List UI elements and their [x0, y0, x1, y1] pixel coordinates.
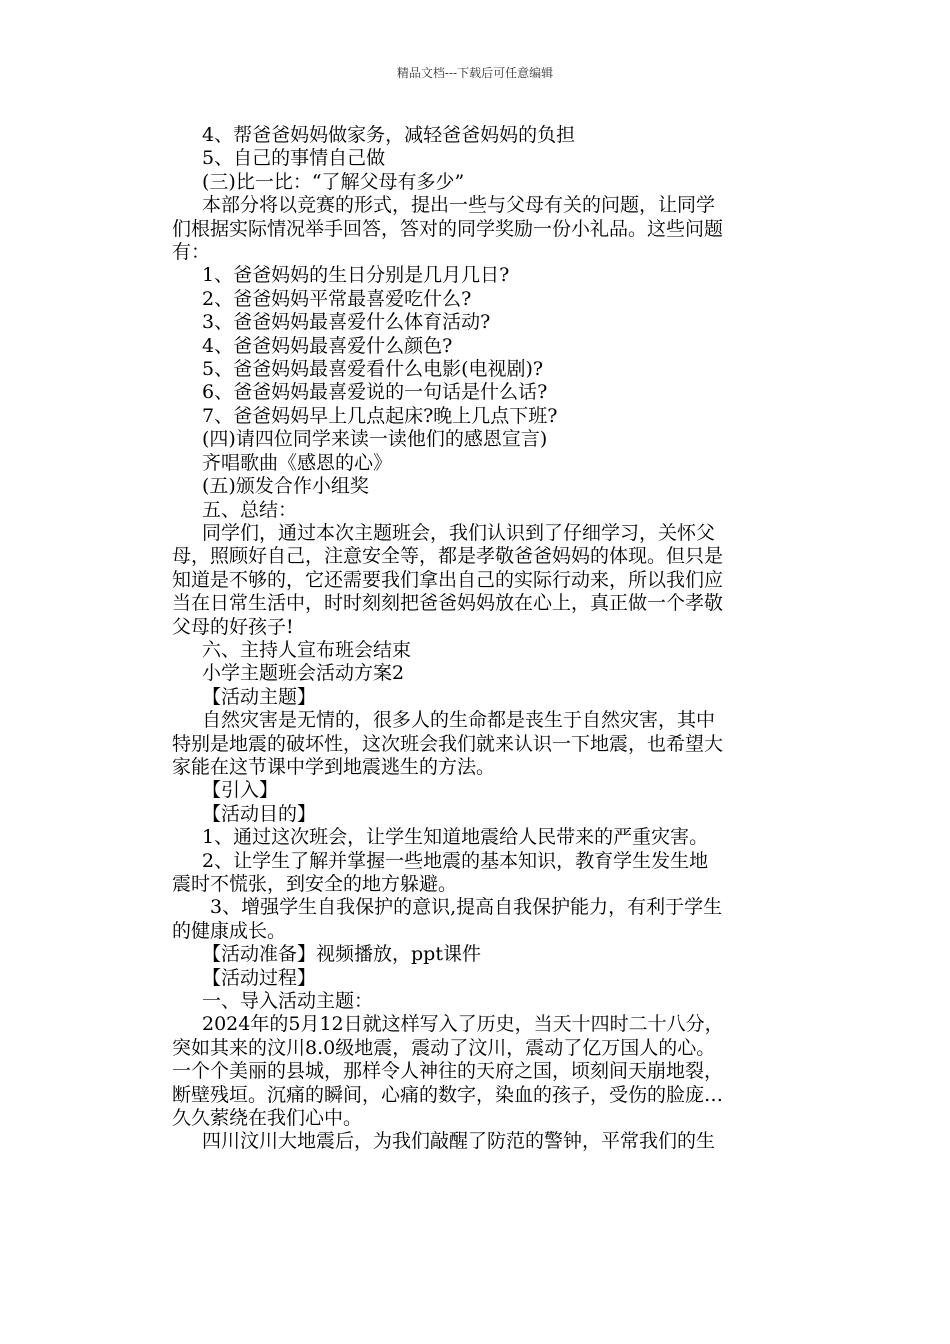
text-line: 的健康成长。 [172, 919, 287, 942]
text-line: 六、主持人宣布班会结束 [202, 638, 412, 661]
text-line: 小学主题班会活动方案2 [202, 662, 405, 685]
text-line: 1、爸爸妈妈的生日分别是几月几日? [202, 264, 510, 287]
text-line: 2024年的5月12日就这样写入了历史，当天十四时二十八分， [202, 1013, 724, 1036]
text-line: 们根据实际情况举手回答，答对的同学奖励一份小礼品。这些问题 [172, 217, 724, 240]
text-line: 同学们，通过本次主题班会，我们认识到了仔细学习，关怀父 [202, 521, 716, 544]
text-line: 5、自己的事情自己做 [202, 147, 386, 170]
text-line: 6、爸爸妈妈最喜爱说的一句话是什么话? [202, 381, 548, 404]
document-body [172, 124, 812, 1154]
text-line: 本部分将以竞赛的形式，提出一些与父母有关的问题，让同学 [202, 194, 716, 217]
text-line: 7、爸爸妈妈早上几点起床?晚上几点下班? [202, 404, 558, 427]
text-line: 【活动准备】视频播放，ppt课件 [202, 943, 481, 966]
text-line: (四)请四位同学来读一读他们的感恩宣言) [202, 428, 548, 451]
text-line: 自然灾害是无情的，很多人的生命都是丧生于自然灾害，其中 [202, 709, 716, 732]
text-line: 断壁残垣。沉痛的瞬间，心痛的数字，染血的孩子，受伤的脸庞… [172, 1083, 724, 1106]
text-line: 一、导入活动主题： [202, 990, 374, 1013]
text-line: (五)颁发合作小组奖 [202, 475, 369, 498]
text-line: 知道是不够的，它还需要我们拿出自己的实际行动来，所以我们应 [172, 568, 724, 591]
text-line: 五、总结： [202, 498, 298, 521]
text-line: 齐唱歌曲《感恩的心》 [202, 451, 393, 474]
text-line: 【活动目的】 [202, 802, 317, 825]
text-line: 母，照顾好自己，注意安全等，都是孝敬爸爸妈妈的体现。但只是 [172, 545, 724, 568]
text-line: (三)比一比：“了解父母有多少” [202, 170, 465, 193]
text-line: 3、增强学生自我保护的意识,提高自我保护能力，有利于学生 [210, 896, 723, 919]
text-line: 一个个美丽的县城，那样令人神往的天府之国，顷刻间天崩地裂， [172, 1060, 724, 1083]
page-header: 精品文档---下载后可任意编辑 [396, 66, 554, 80]
text-line: 震时不慌张，到安全的地方躲避。 [172, 873, 458, 895]
text-line: 父母的好孩子! [172, 615, 294, 638]
text-line: 1、通过这次班会，让学生知道地震给人民带来的严重灾害。 [202, 826, 709, 849]
text-line: 突如其来的汶川8.0级地震，震动了汶川，震动了亿万国人的心。 [172, 1036, 716, 1059]
text-line: 5、爸爸妈妈最喜爱看什么电影(电视剧)? [202, 358, 544, 381]
text-line: 4、爸爸妈妈最喜爱什么颜色? [202, 334, 453, 357]
text-line: 久久萦绕在我们心中。 [172, 1107, 363, 1130]
text-line: 当在日常生活中，时时刻刻把爸爸妈妈放在心上，真正做一个孝敬 [172, 592, 724, 615]
text-line: 家能在这节课中学到地震逃生的方法。 [172, 755, 496, 778]
text-line: 【引入】 [202, 779, 279, 802]
text-line: 有： [172, 241, 211, 264]
text-line: 2、爸爸妈妈平常最喜爱吃什么? [202, 287, 472, 310]
text-line: 3、爸爸妈妈最喜爱什么体育活动? [202, 311, 491, 334]
text-line: 【活动主题】 [202, 685, 317, 708]
text-line: 四川汶川大地震后，为我们敲醒了防范的警钟，平常我们的生 [202, 1130, 716, 1153]
text-line: 2、让学生了解并掌握一些地震的基本知识，教育学生发生地 [202, 849, 709, 872]
text-line: 4、帮爸爸妈妈做家务，减轻爸爸妈妈的负担 [202, 124, 576, 146]
text-line: 特别是地震的破坏性，这次班会我们就来认识一下地震，也希望大 [172, 732, 724, 755]
text-line: 【活动过程】 [202, 966, 317, 989]
